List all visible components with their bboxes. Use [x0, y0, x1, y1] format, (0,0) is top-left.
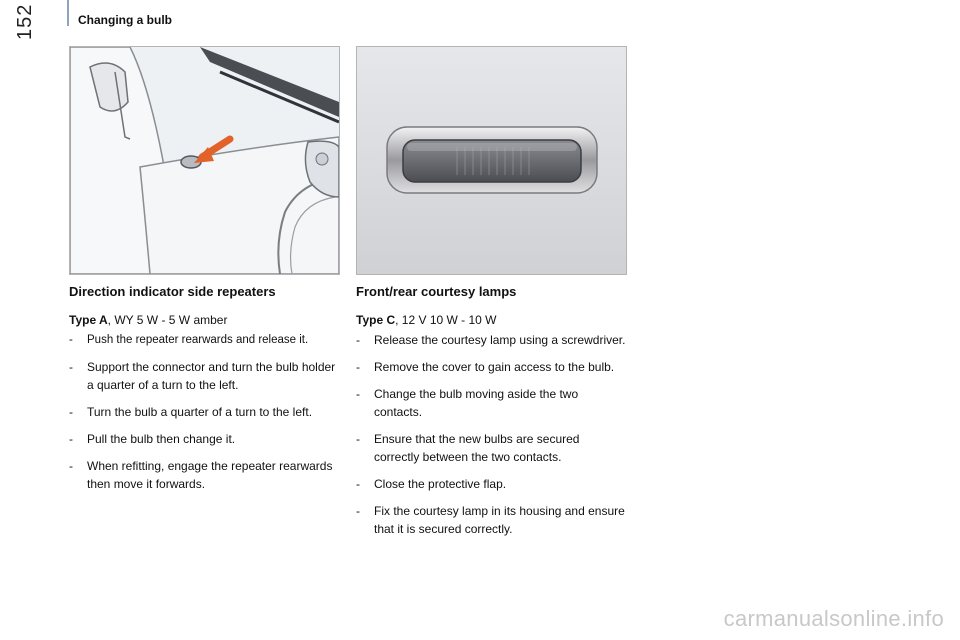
list-item: - Pull the bulb then change it.: [69, 432, 236, 446]
list-item: - Release the courtesy lamp using a screwdriver.: [356, 333, 626, 347]
van-side-drawing: [70, 47, 339, 274]
courtesy-lamps-section: [356, 284, 626, 547]
list-item: - Support the connector and turn the bulb holder a quarter of a turn to the left.: [69, 360, 336, 392]
list-item: - Fix the courtesy lamp in its housing and ensure that it is secured correctly.: [356, 504, 625, 536]
type-c-spec: , 12 V 10 W - 10 W: [395, 313, 497, 327]
list-item: - Change the bulb moving aside the two contacts.: [356, 387, 579, 419]
courtesy-lamp-drawing: [357, 47, 626, 274]
type-a-label: Type A: [69, 313, 108, 327]
list-item: - When refitting, engage the repeater rearwards then move it forwards.: [69, 459, 333, 491]
list-item: - Close the protective flap.: [356, 477, 507, 491]
courtesy-lamp-steps: [356, 331, 626, 538]
list-item: - Push the repeater rearwards and release it.: [69, 334, 309, 346]
margin-rule: [67, 0, 69, 26]
list-item: - Turn the bulb a quarter of a turn to the left.: [69, 405, 313, 419]
watermark: carmanualsonline.info: [723, 606, 944, 631]
side-repeaters-section: [69, 284, 339, 502]
side-repeaters-heading: Direction indicator side repeaters: [69, 284, 276, 299]
bulb-type-c: [356, 312, 626, 328]
side-repeater-illustration: [69, 46, 340, 275]
bulb-type-a: [69, 312, 339, 328]
list-item: - Remove the cover to gain access to the bulb.: [356, 360, 615, 374]
courtesy-lamps-heading: Front/rear courtesy lamps: [356, 284, 517, 299]
type-c-label: Type C: [356, 313, 396, 327]
courtesy-lamp-illustration: [356, 46, 627, 275]
side-repeater-steps: [69, 331, 339, 493]
type-a-spec: , WY 5 W - 5 W amber: [107, 313, 228, 327]
list-item: - Ensure that the new bulbs are secured correctly between the two contacts.: [356, 432, 580, 464]
section-title: Changing a bulb: [78, 13, 172, 27]
page-number: 152: [14, 3, 36, 40]
